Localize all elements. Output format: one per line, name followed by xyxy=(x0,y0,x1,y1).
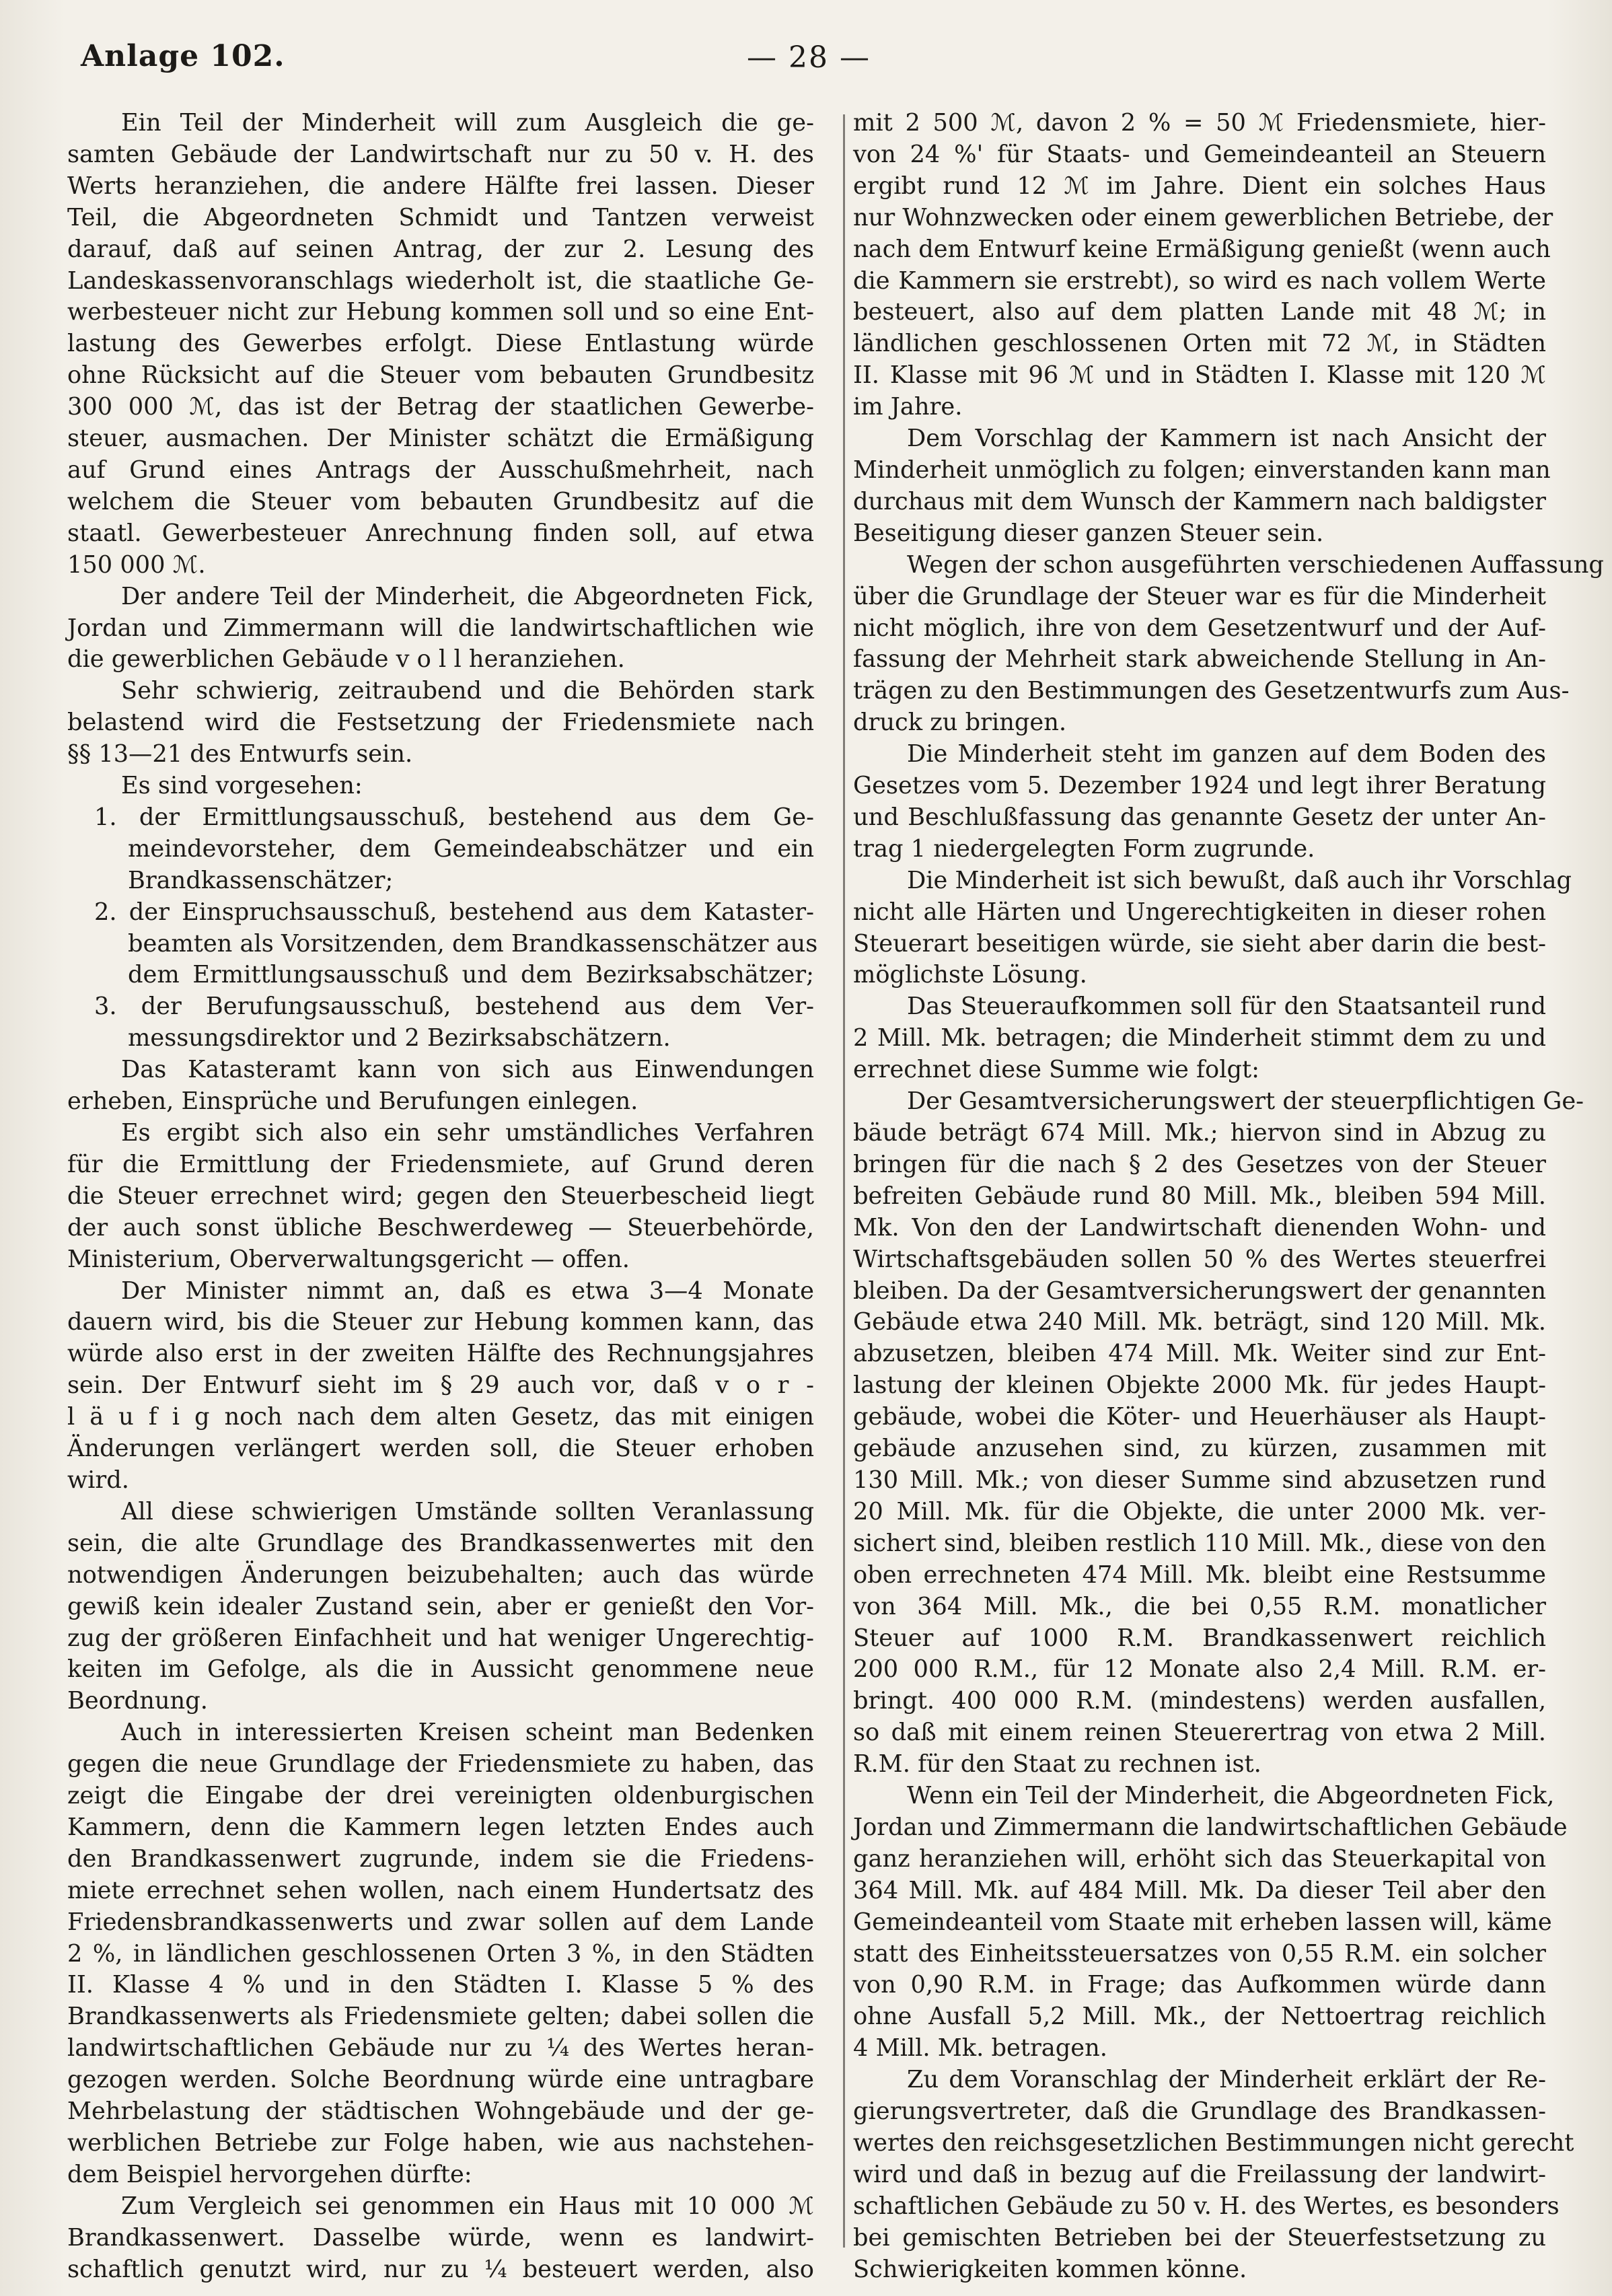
text-line: All diese schwierigen Umstände sollten Veranlassung xyxy=(121,1497,814,1526)
text-line: landwirtschaftlichen Gebäude nur zu ¼ des Wertes heran- xyxy=(67,2034,814,2062)
paragraph xyxy=(67,581,814,676)
text-line: R.M. für den Staat zu rechnen ist. xyxy=(853,1750,1261,1779)
text-line: gewiß kein idealer Zustand sein, aber er genießt den Vor- xyxy=(67,1592,814,1620)
text-line: belastend wird die Festsetzung der Friedensmiete nach xyxy=(67,709,814,737)
text-line: 2. der Einspruchsausschuß, bestehend aus dem Kataster- xyxy=(94,898,814,926)
text-line: besteuert, also auf dem platten Lande mit 48 ℳ; in xyxy=(853,298,1546,326)
text-line: Brandkassenwerts als Friedensmiete gelten; dabei sollen die xyxy=(67,2003,814,2031)
paragraph xyxy=(853,739,1546,865)
text-line: Mehrbelastung der städtischen Wohngebäude und der ge- xyxy=(67,2097,814,2126)
text-line: Friedensbrandkassenwerts und zwar sollen auf dem Lande xyxy=(67,1908,814,1936)
left-column xyxy=(67,108,818,2286)
text-line: Beseitigung dieser ganzen Steuer sein. xyxy=(853,519,1324,547)
text-line: gegen die neue Grundlage der Friedensmiete zu haben, das xyxy=(67,1750,814,1779)
text-line: von 24 %' für Staats- und Gemeindeanteil an Steuern xyxy=(853,140,1546,168)
text-line: darauf, daß auf seinen Antrag, der zur 2. Lesung des xyxy=(67,235,814,263)
text-line: sein, die alte Grundlage des Brandkassenwertes mit den xyxy=(67,1529,814,1557)
text-line: ergibt rund 12 ℳ im Jahre. Dient ein solches Haus xyxy=(853,172,1546,200)
text-line: sichert sind, bleiben restlich 110 Mill. Mk., diese von den xyxy=(853,1529,1546,1557)
text-line: ohne Ausfall 5,2 Mill. Mk., der Nettoertrag reichlich xyxy=(853,2003,1546,2031)
text-line: gebäude anzusehen sind, zu kürzen, zusammen mit xyxy=(853,1435,1546,1463)
column-divider xyxy=(843,114,845,2248)
text-line: beamten als Vorsitzenden, dem Brandkassenschätzer aus xyxy=(128,929,818,958)
text-line: Schwierigkeiten kommen könne. xyxy=(853,2255,1247,2283)
text-line: wird. xyxy=(67,1466,129,1494)
text-line: steuer, ausmachen. Der Minister schätzt die Ermäßigung xyxy=(67,425,814,453)
text-line: schaftlichen Gebäude zu 50 v. H. des Wertes, es besonders xyxy=(853,2192,1560,2220)
text-line: gezogen werden. Solche Beordnung würde eine untragbare xyxy=(67,2066,814,2094)
text-line: Brandkassenwert. Dasselbe würde, wenn es landwirt- xyxy=(67,2223,814,2252)
paragraph xyxy=(853,2065,1574,2285)
text-line: den Brandkassenwert zugrunde, indem sie die Friedens- xyxy=(67,1844,814,1873)
text-line: mit 2 500 ℳ, davon 2 % = 50 ℳ Friedensmiete, hier- xyxy=(853,109,1546,137)
text-line: bleiben. Da der Gesamtversicherungswert der genannten xyxy=(853,1277,1546,1305)
paragraph xyxy=(853,1781,1568,2065)
page-number: — 28 — xyxy=(747,40,871,75)
paragraph xyxy=(853,1086,1584,1781)
text-line: bäude beträgt 674 Mill. Mk.; hiervon sind in Abzug zu xyxy=(853,1119,1546,1147)
text-line: II. Klasse 4 % und in den Städten I. Klasse 5 % des xyxy=(67,1971,814,1999)
text-line: für die Ermittlung der Friedensmiete, auf Grund deren xyxy=(67,1150,814,1178)
text-line: die gewerblichen Gebäude v o l l heranziehen. xyxy=(67,645,625,674)
text-line: die Kammern sie erstrebt), so wird es nach vollem Werte xyxy=(853,266,1546,295)
text-line: 20 Mill. Mk. für die Objekte, die unter 2000 Mk. ver- xyxy=(853,1497,1546,1526)
text-line: miete errechnet sehen wollen, nach einem Hundertsatz des xyxy=(67,1876,814,1904)
text-line: staatl. Gewerbesteuer Anrechnung finden soll, auf etwa xyxy=(67,519,814,547)
text-line: 2 Mill. Mk. betragen; die Minderheit stimmt dem zu und xyxy=(853,1024,1546,1052)
paragraph xyxy=(67,1054,814,1275)
text-line: zug der größeren Einfachheit und hat weniger Ungerechtig- xyxy=(67,1624,814,1652)
text-line: ohne Rücksicht auf die Steuer vom bebauten Grundbesitz xyxy=(67,361,814,390)
text-line: Jordan und Zimmermann will die landwirtschaftlichen wie xyxy=(67,614,814,642)
paragraph xyxy=(67,108,814,581)
text-line: Änderungen verlängert werden soll, die Steuer erhoben xyxy=(67,1435,814,1463)
text-line: würde also erst in der zweiten Hälfte des Rechnungsjahres xyxy=(67,1340,814,1368)
paragraph xyxy=(67,1276,814,1497)
text-line: §§ 13—21 des Entwurfs sein. xyxy=(67,740,413,768)
text-line: Wirtschaftsgebäuden sollen 50 % des Wertes steuerfrei xyxy=(853,1245,1546,1273)
text-line: werbesteuer nicht zur Hebung kommen soll und so eine Ent- xyxy=(67,298,814,326)
text-line: Jordan und Zimmermann die landwirtschaftlichen Gebäude xyxy=(853,1813,1568,1841)
text-line: Sehr schwierig, zeitraubend und die Behörden stark xyxy=(121,677,814,705)
paragraph xyxy=(67,1717,814,2191)
text-line: nur Wohnzwecken oder einem gewerblichen Betriebe, der xyxy=(853,203,1553,231)
text-line: erheben, Einsprüche und Berufungen einlegen. xyxy=(67,1087,638,1116)
text-line: Werts heranziehen, die andere Hälfte frei lassen. Dieser xyxy=(67,172,814,200)
text-line: Beordnung. xyxy=(67,1687,208,1715)
text-line: bringen für die nach § 2 des Gesetzes von der Steuer xyxy=(853,1150,1546,1178)
text-line: bringt. 400 000 R.M. (mindestens) werden ausfallen, xyxy=(853,1687,1546,1715)
text-line: dauern wird, bis die Steuer zur Hebung kommen kann, das xyxy=(67,1308,814,1336)
text-line: Die Minderheit steht im ganzen auf dem Boden des xyxy=(907,740,1546,768)
text-line: Zu dem Voranschlag der Minderheit erklärt der Re- xyxy=(907,2066,1546,2094)
text-line: notwendigen Änderungen beizubehalten; auch das würde xyxy=(67,1560,814,1589)
text-line: durchaus mit dem Wunsch der Kammern nach baldigster xyxy=(853,487,1546,515)
text-line: errechnet diese Summe wie folgt: xyxy=(853,1056,1260,1084)
paragraph xyxy=(67,1497,814,1717)
page-header xyxy=(0,39,1612,93)
text-line: Das Katasteramt kann von sich aus Einwendungen xyxy=(121,1056,814,1084)
text-line: 200 000 R.M., für 12 Monate also 2,4 Mill. R.M. er- xyxy=(853,1655,1546,1684)
text-line: trag 1 niedergelegten Form zugrunde. xyxy=(853,834,1315,863)
paragraph xyxy=(853,991,1546,1086)
text-line: messungsdirektor und 2 Bezirksabschätzern. xyxy=(128,1024,671,1052)
paragraph xyxy=(853,423,1551,550)
text-line: Steuerart beseitigen würde, sie sieht aber darin die best- xyxy=(853,929,1546,958)
text-line: Brandkassenschätzer; xyxy=(128,866,394,894)
text-line: 4 Mill. Mk. betragen. xyxy=(853,2034,1107,2062)
text-line: Mk. Von den der Landwirtschaft dienenden Wohn- und xyxy=(853,1213,1546,1242)
text-line: Landeskassenvoranschlags wiederholt ist, die staatliche Ge- xyxy=(67,266,814,295)
text-line: 2 %, in ländlichen geschlossenen Orten 3 %, in den Städten xyxy=(67,1939,814,1968)
text-line: keiten im Gefolge, als die in Aussicht genommene neue xyxy=(67,1655,814,1684)
paragraph xyxy=(853,108,1553,423)
text-line: gierungsvertreter, daß die Grundlage des Brandkassen- xyxy=(853,2097,1546,2126)
text-line: welchem die Steuer vom bebauten Grundbesitz auf die xyxy=(67,487,814,515)
text-line: bei gemischten Betrieben bei der Steuerfestsetzung zu xyxy=(853,2223,1546,2252)
text-line: Der Gesamtversicherungswert der steuerpflichtigen Ge- xyxy=(907,1087,1584,1116)
text-line: Auch in interessierten Kreisen scheint man Bedenken xyxy=(121,1719,814,1747)
text-line: ländlichen geschlossenen Orten mit 72 ℳ, in Städten xyxy=(853,330,1546,358)
text-line: Ministerium, Oberverwaltungsgericht — offen. xyxy=(67,1245,630,1273)
paragraph xyxy=(67,2191,814,2286)
text-line: so daß mit einem reinen Steuerertrag von etwa 2 Mill. xyxy=(853,1719,1546,1747)
text-line: druck zu bringen. xyxy=(853,709,1067,737)
text-line: Gebäude etwa 240 Mill. Mk. beträgt, sind 120 Mill. Mk. xyxy=(853,1308,1546,1336)
text-line: Zum Vergleich sei genommen ein Haus mit 10 000 ℳ xyxy=(121,2192,814,2220)
text-line: Steuer auf 1000 R.M. Brandkassenwert reichlich xyxy=(853,1624,1546,1652)
text-line: Dem Vorschlag der Kammern ist nach Ansicht der xyxy=(907,425,1546,453)
text-line: Wenn ein Teil der Minderheit, die Abgeordneten Fick, xyxy=(907,1782,1555,1810)
text-line: 150 000 ℳ. xyxy=(67,550,206,579)
text-line: dem Beispiel hervorgehen dürfte: xyxy=(67,2160,472,2188)
text-line: Der Minister nimmt an, daß es etwa 3—4 Monate xyxy=(121,1277,814,1305)
text-line: Gemeindeanteil vom Staate mit erheben lassen will, käme xyxy=(853,1908,1552,1936)
text-line: Ein Teil der Minderheit will zum Ausgleich die ge- xyxy=(121,109,814,137)
text-line: dem Ermittlungsausschuß und dem Bezirksabschätzer; xyxy=(128,961,814,989)
text-line: trägen zu den Bestimmungen des Gesetzentwurfs zum Aus- xyxy=(853,677,1570,705)
text-line: nicht alle Härten und Ungerechtigkeiten in dieser rohen xyxy=(853,898,1546,926)
text-line: Wegen der schon ausgeführten verschiedenen Auffassung xyxy=(907,550,1604,579)
text-line: Gesetzes vom 5. Dezember 1924 und legt ihrer Beratung xyxy=(853,772,1546,800)
text-line: II. Klasse mit 96 ℳ und in Städten I. Klasse mit 120 ℳ xyxy=(853,361,1546,390)
text-line: schaftlich genutzt wird, nur zu ¼ besteuert werden, also xyxy=(67,2255,814,2283)
text-line: fassung der Mehrheit stark abweichende Stellung in An- xyxy=(853,645,1546,674)
text-line: möglichste Lösung. xyxy=(853,961,1087,989)
text-line: abzusetzen, bleiben 474 Mill. Mk. Weiter sind zur Ent- xyxy=(853,1340,1546,1368)
text-line: lastung der kleinen Objekte 2000 Mk. für jedes Haupt- xyxy=(853,1371,1546,1400)
text-line: 3. der Berufungsausschuß, bestehend aus dem Ver- xyxy=(94,993,814,1021)
paragraph xyxy=(853,865,1572,992)
right-column xyxy=(853,108,1604,2286)
text-line: von 0,90 R.M. in Frage; das Aufkommen würde dann xyxy=(853,1971,1546,1999)
text-line: Teil, die Abgeordneten Schmidt und Tantzen verweist xyxy=(67,203,814,231)
text-line: wird und daß in bezug auf die Freilassung der landwirt- xyxy=(853,2160,1546,2188)
text-line: Minderheit unmöglich zu folgen; einverstanden kann man xyxy=(853,456,1551,484)
text-line: nach dem Entwurf keine Ermäßigung genießt (wenn auch xyxy=(853,235,1551,263)
text-line: 364 Mill. Mk. auf 484 Mill. Mk. Da dieser Teil aber den xyxy=(853,1876,1546,1904)
text-line: im Jahre. xyxy=(853,393,963,421)
text-line: werblichen Betriebe zur Folge haben, wie aus nachstehen- xyxy=(67,2129,814,2157)
text-line: sein. Der Entwurf sieht im § 29 auch vor, daß v o r - xyxy=(67,1371,814,1400)
annex-label: Anlage 102. xyxy=(81,39,285,73)
text-line: Die Minderheit ist sich bewußt, daß auch ihr Vorschlag xyxy=(907,866,1572,894)
text-line: und Beschlußfassung das genannte Gesetz der unter An- xyxy=(853,803,1546,831)
text-line: 1. der Ermittlungsausschuß, bestehend aus dem Ge- xyxy=(94,803,814,831)
text-line: gebäude, wobei die Köter- und Heuerhäuser als Haupt- xyxy=(853,1403,1546,1431)
text-line: Der andere Teil der Minderheit, die Abgeordneten Fick, xyxy=(121,582,814,610)
text-line: befreiten Gebäude rund 80 Mill. Mk., bleiben 594 Mill. xyxy=(853,1182,1546,1210)
text-line: wertes den reichsgesetzlichen Bestimmungen nicht gerecht xyxy=(853,2129,1574,2157)
text-line: Es ergibt sich also ein sehr umständliches Verfahren xyxy=(121,1119,814,1147)
text-line: 300 000 ℳ, das ist der Betrag der staatlichen Gewerbe- xyxy=(67,393,814,421)
text-line: statt des Einheitssteuersatzes von 0,55 R.M. ein solcher xyxy=(853,1939,1546,1968)
text-line: Das Steueraufkommen soll für den Staatsanteil rund xyxy=(907,993,1546,1021)
text-line: 130 Mill. Mk.; von dieser Summe sind abzusetzen rund xyxy=(853,1466,1546,1494)
text-line: ganz heranziehen will, erhöht sich das Steuerkapital von xyxy=(853,1844,1546,1873)
text-line: samten Gebäude der Landwirtschaft nur zu 50 v. H. des xyxy=(67,140,814,168)
paragraph xyxy=(853,550,1604,739)
text-line: meindevorsteher, dem Gemeindeabschätzer und ein xyxy=(128,834,814,863)
text-line: die Steuer errechnet wird; gegen den Steuerbescheid liegt xyxy=(67,1182,814,1210)
text-line: von 364 Mill. Mk., die bei 0,55 R.M. monatlicher xyxy=(853,1592,1546,1620)
text-line: auf Grund eines Antrags der Ausschußmehrheit, nach xyxy=(67,456,814,484)
paragraph xyxy=(67,676,818,1054)
text-line: der auch sonst übliche Beschwerdeweg — Steuerbehörde, xyxy=(67,1213,814,1242)
text-line: Es sind vorgesehen: xyxy=(121,772,363,800)
text-line: nicht möglich, ihre von dem Gesetzentwurf und der Auf- xyxy=(853,614,1546,642)
text-line: lastung des Gewerbes erfolgt. Diese Entlastung würde xyxy=(67,330,814,358)
text-line: Kammern, denn die Kammern legen letzten Endes auch xyxy=(67,1813,814,1841)
text-line: zeigt die Eingabe der drei vereinigten oldenburgischen xyxy=(67,1782,814,1810)
text-line: l ä u f i g noch nach dem alten Gesetz, das mit einigen xyxy=(67,1403,814,1431)
text-line: über die Grundlage der Steuer war es für die Minderheit xyxy=(853,582,1546,610)
text-line: oben errechneten 474 Mill. Mk. bleibt eine Restsumme xyxy=(853,1560,1546,1589)
